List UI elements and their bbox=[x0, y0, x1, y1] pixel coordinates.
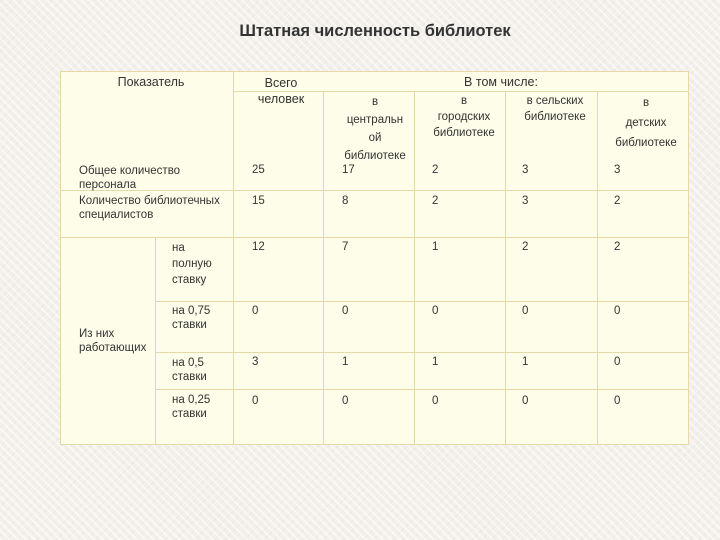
header-city: в городских библиотеке bbox=[433, 95, 495, 139]
cell-children: 2 bbox=[614, 241, 621, 253]
row-label: Количество библиотечных специалистов bbox=[79, 195, 220, 221]
row-label: Общее количество персонала bbox=[79, 165, 181, 191]
header-central: в центральн ой библиотеке bbox=[344, 96, 406, 162]
page-title: Штатная численность библиотек bbox=[239, 22, 511, 40]
rule-col-central bbox=[323, 91, 324, 444]
cell-total: 0 bbox=[252, 395, 259, 407]
sub-row-label: на 0,5 ставки bbox=[172, 357, 207, 383]
cell-rural: 3 bbox=[522, 164, 529, 176]
rule-after-sub-3 bbox=[156, 389, 688, 390]
cell-city: 1 bbox=[432, 241, 439, 253]
header-children: в детских библиотеке bbox=[615, 97, 677, 149]
cell-total: 0 bbox=[252, 305, 259, 317]
cell-children: 3 bbox=[614, 164, 621, 176]
cell-total: 3 bbox=[252, 356, 259, 368]
cell-children: 2 bbox=[614, 195, 621, 207]
cell-city: 2 bbox=[432, 164, 439, 176]
cell-central: 1 bbox=[342, 356, 349, 368]
cell-children: 0 bbox=[614, 305, 621, 317]
rule-after-sub-1 bbox=[156, 301, 688, 302]
rule-col-total bbox=[233, 72, 234, 444]
group-label: Из них работающих bbox=[79, 328, 147, 354]
cell-city: 0 bbox=[432, 395, 439, 407]
cell-rural: 2 bbox=[522, 241, 529, 253]
header-indicator: Показатель bbox=[117, 75, 185, 89]
cell-central: 8 bbox=[342, 195, 349, 207]
header-including: В том числе: bbox=[464, 75, 538, 89]
cell-rural: 1 bbox=[522, 356, 529, 368]
sub-row-label: на 0,75 ставки bbox=[172, 305, 211, 331]
cell-children: 0 bbox=[614, 356, 621, 368]
sub-row-label: на полную ставку bbox=[172, 242, 212, 286]
cell-children: 0 bbox=[614, 395, 621, 407]
cell-total: 25 bbox=[252, 164, 265, 176]
cell-central: 17 bbox=[342, 164, 355, 176]
cell-rural: 0 bbox=[522, 305, 529, 317]
cell-central: 0 bbox=[342, 305, 349, 317]
cell-total: 15 bbox=[252, 195, 265, 207]
cell-rural: 3 bbox=[522, 195, 529, 207]
cell-city: 2 bbox=[432, 195, 439, 207]
rule-col-rural bbox=[505, 91, 506, 444]
cell-central: 7 bbox=[342, 241, 349, 253]
cell-central: 0 bbox=[342, 395, 349, 407]
header-rural: в сельских библиотеке bbox=[524, 95, 586, 123]
cell-city: 1 bbox=[432, 356, 439, 368]
cell-city: 0 bbox=[432, 305, 439, 317]
sub-row-label: на 0,25 ставки bbox=[172, 394, 211, 420]
staffing-table bbox=[60, 71, 689, 445]
cell-rural: 0 bbox=[522, 395, 529, 407]
rule-col-children bbox=[597, 91, 598, 444]
header-total: Всего человек bbox=[257, 76, 305, 106]
rule-sub-label bbox=[155, 237, 156, 444]
rule-after-sub-2 bbox=[156, 352, 688, 353]
cell-total: 12 bbox=[252, 241, 265, 253]
